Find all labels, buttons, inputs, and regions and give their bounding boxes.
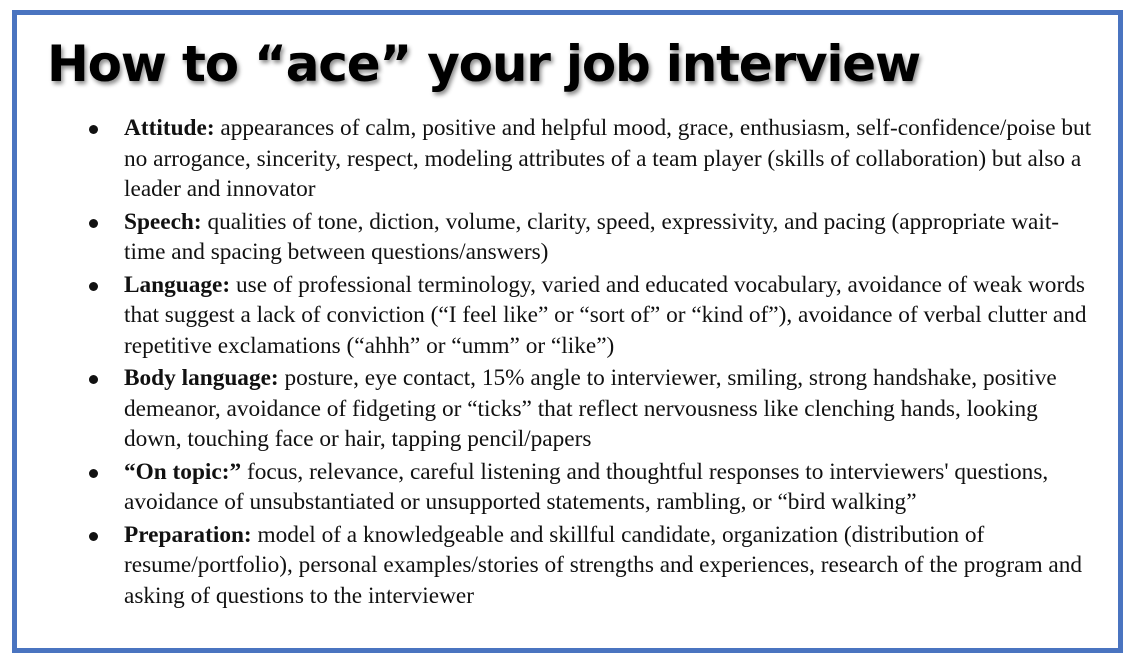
item-text: focus, relevance, careful listening and thoughtful responses to interviewers' questions, avoidance of unsubstantiated or unsupported statements, rambling, or “bird walking”	[124, 458, 1049, 515]
item-text: posture, eye contact, 15% angle to interviewer, smiling, strong handshake, positive demeanor, avoidance of fidgeting or “ticks” that reflect nervousness like clenching hands, looking down, touching face or hair, tapping pencil/papers	[124, 365, 1057, 452]
page-title: How to “ace” your job interview	[47, 35, 921, 93]
list-item-body-language	[17, 363, 1112, 455]
list-item-preparation	[17, 520, 1112, 612]
item-text: appearances of calm, positive and helpful mood, grace, enthusiasm, self-confidence/poise but no arrogance, sincerity, respect, modeling attributes of a team player (skills of collaboration) but also a leader and innovator	[124, 115, 1092, 202]
item-label: Body language:	[124, 365, 279, 391]
item-label: Preparation:	[124, 521, 252, 548]
bullet-icon	[89, 375, 98, 384]
list-item-speech	[17, 207, 1112, 268]
item-label: Language:	[124, 271, 231, 298]
list-item-language	[17, 270, 1112, 362]
bullet-icon	[89, 219, 98, 228]
bullet-icon	[89, 532, 98, 541]
bullet-icon	[89, 469, 98, 478]
item-label: Speech:	[124, 208, 202, 235]
bullet-icon	[89, 282, 98, 291]
list-item-on-topic	[17, 457, 1112, 518]
list-item-attitude	[17, 113, 1112, 205]
item-label: Attitude:	[124, 115, 215, 141]
slide-frame	[12, 10, 1123, 653]
item-text: qualities of tone, diction, volume, clarity, speed, expressivity, and pacing (appropriate wait-time and spacing between questions/answers)	[124, 208, 1060, 265]
bullet-icon	[89, 125, 98, 134]
item-text: use of professional terminology, varied and educated vocabulary, avoidance of weak words that suggest a lack of conviction (“I feel like” or “sort of” or “kind of”), avoidance of verbal clutter and repetitive exclamations (“ahhh” or “umm” or “like”)	[124, 271, 1087, 359]
item-label: “On topic:”	[124, 458, 242, 485]
tips-list	[17, 113, 1112, 613]
item-text: model of a knowledgeable and skillful candidate, organization (distribution of resume/portfolio), personal examples/stories of strengths and experiences, research of the program and asking of questions to the interviewer	[124, 521, 1083, 609]
